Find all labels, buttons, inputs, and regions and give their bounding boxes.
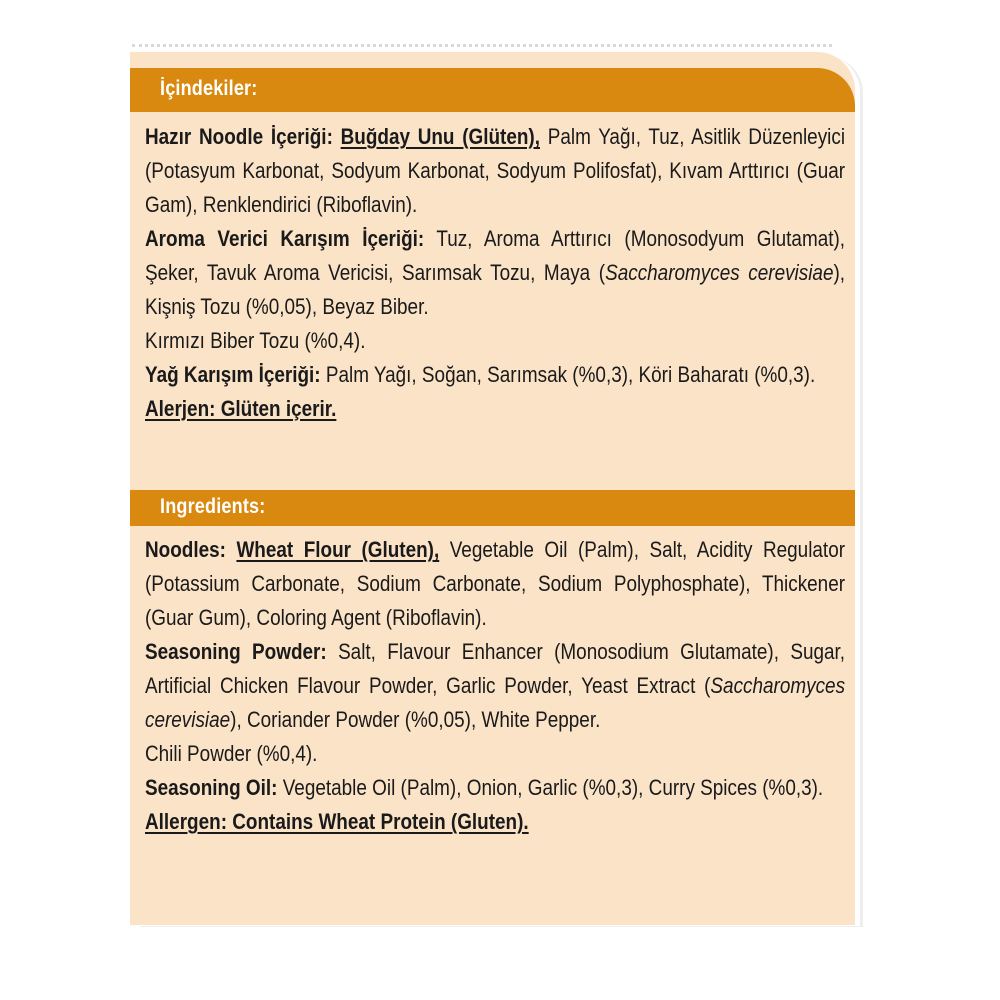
turkish-aroma-text-before: Tuz, Aroma Arttırıcı (Monosodyum Glutamat), Şeker, Tavuk Aroma Vericisi, Sarımsak Tozu, Maya ( xyxy=(145,226,846,285)
english-seasoning-label: Seasoning Powder: xyxy=(145,639,327,664)
turkish-header-title: İçindekiler: xyxy=(160,77,258,100)
turkish-header-bar xyxy=(130,68,855,112)
english-allergen-line xyxy=(145,805,845,839)
turkish-allergen: Alerjen: Glüten içerir. xyxy=(145,396,337,421)
english-seasoning-italic: Saccharomyces cerevisiae xyxy=(145,673,846,732)
english-seasoning-text-after: ), Coriander Powder (%0,05), White Pepper. xyxy=(230,707,601,732)
english-ingredients-section xyxy=(145,533,845,839)
turkish-aroma-text-after: ), Kişniş Tozu (%0,05), Beyaz Biber. xyxy=(145,260,846,319)
turkish-aroma-label: Aroma Verici Karışım İçeriği: xyxy=(145,226,425,251)
turkish-oil-text: Palm Yağı, Soğan, Sarımsak (%0,3), Köri Baharatı (%0,3). xyxy=(320,362,816,387)
english-oil-paragraph xyxy=(145,771,845,805)
turkish-aroma-italic: Saccharomyces cerevisiae xyxy=(605,260,834,285)
turkish-oil-label: Yağ Karışım İçeriği: xyxy=(145,362,321,387)
english-seasoning-paragraph xyxy=(145,635,845,737)
turkish-noodle-paragraph xyxy=(145,120,845,222)
turkish-noodle-label: Hazır Noodle İçeriği: xyxy=(145,124,333,149)
turkish-noodle-highlight: Buğday Unu (Glüten), xyxy=(340,124,540,149)
turkish-allergen-line xyxy=(145,392,845,426)
turkish-aroma-paragraph xyxy=(145,222,845,324)
english-noodle-highlight: Wheat Flour (Gluten), xyxy=(236,537,440,562)
turkish-noodle-text: Palm Yağı, Tuz, Asitlik Düzenleyici (Potasyum Karbonat, Sodyum Karbonat, Sodyum Polifosfat), Kıvam Arttırıcı (Guar Gam), Renklendirici (Riboflavin). xyxy=(145,124,846,217)
turkish-oil-paragraph xyxy=(145,358,845,392)
english-allergen: Allergen: Contains Wheat Protein (Gluten). xyxy=(145,809,529,834)
turkish-ingredients-section xyxy=(145,120,845,426)
ingredients-label-panel xyxy=(130,52,855,925)
english-noodle-label: Noodles: xyxy=(145,537,226,562)
english-header-title: Ingredients: xyxy=(160,495,266,518)
english-oil-text: Vegetable Oil (Palm), Onion, Garlic (%0,3), Curry Spices (%0,3). xyxy=(277,775,824,800)
english-oil-label: Seasoning Oil: xyxy=(145,775,278,800)
turkish-chili-line: Kırmızı Biber Tozu (%0,4). xyxy=(145,328,366,353)
english-noodle-paragraph xyxy=(145,533,845,635)
english-seasoning-text-before: Salt, Flavour Enhancer (Monosodium Glutamate), Sugar, Artificial Chicken Flavour Powder, Garlic Powder, Yeast Extract ( xyxy=(145,639,846,698)
english-noodle-text: Vegetable Oil (Palm), Salt, Acidity Regulator (Potassium Carbonate, Sodium Carbonate, Sodium Polyphosphate), Thickener (Guar Gum), Coloring Agent (Riboflavin). xyxy=(145,537,846,630)
english-header-bar xyxy=(130,490,855,526)
english-chili-line: Chili Powder (%0,4). xyxy=(145,741,318,766)
dotted-border xyxy=(132,44,832,47)
